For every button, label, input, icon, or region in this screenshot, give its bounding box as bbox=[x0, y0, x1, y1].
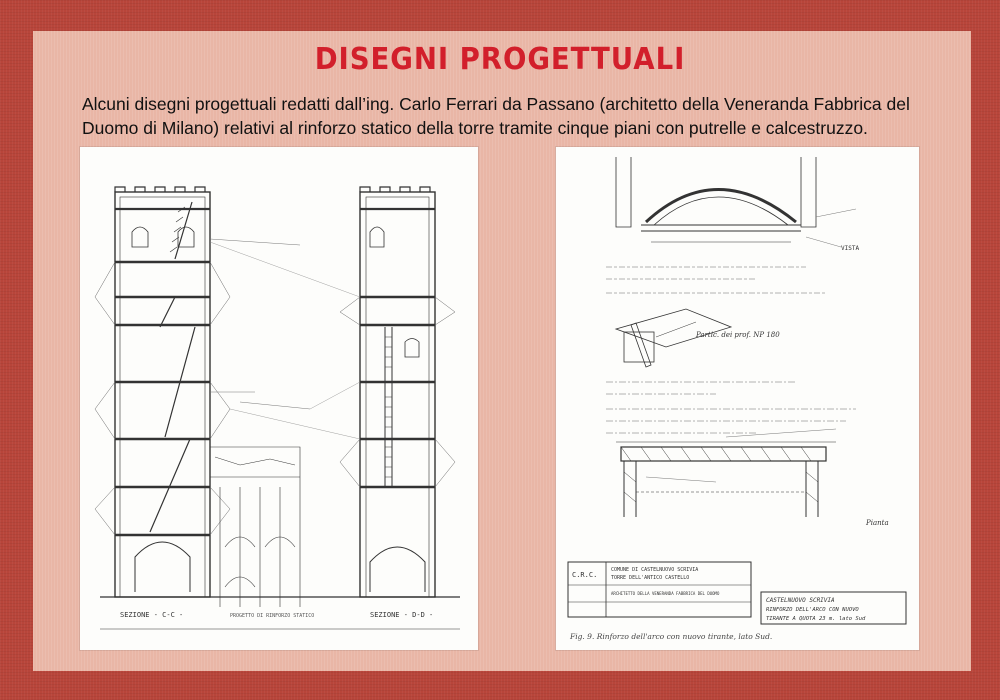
stamp-line2: RINFORZO DELL'ARCO CON NUOVO bbox=[766, 607, 859, 613]
arch-reinforcement-image bbox=[556, 147, 919, 650]
figure-caption: Fig. 9. Rinforzo dell'arco con nuovo tirante, lato Sud. bbox=[570, 632, 773, 641]
page-title: DISEGNI PROGETTUALI bbox=[314, 42, 686, 77]
stamp-line1: CASTELNUOVO SCRIVIA bbox=[766, 597, 835, 604]
tower-sections-image bbox=[80, 147, 478, 650]
stamp-line3: TIRANTE A QUOTA 23 m. lato Sud bbox=[766, 616, 866, 622]
titleblock-code: C.R.C. bbox=[572, 571, 598, 579]
page-description: Alcuni disegni progettuali redatti dall’ing. Carlo Ferrari da Passano (architetto della Veneranda Fabbrica del Duomo di Milano) relativi al rinforzo statico della torre tramite cinque piani con putrelle e calcestruzzo. bbox=[82, 94, 910, 138]
titleblock-line3: ARCHITETTO DELLA VENERANDA FABBRICA DEL DUOMO bbox=[611, 591, 720, 596]
pianta-label: Pianta bbox=[866, 519, 889, 527]
section-c-label: SEZIONE - C-C - bbox=[120, 611, 184, 619]
arch-reinforcement-drawing bbox=[556, 147, 919, 650]
section-d-label: SEZIONE - D-D - bbox=[370, 611, 434, 619]
vista-label: VISTA bbox=[841, 245, 860, 252]
titleblock-line1: COMUNE DI CASTELNUOVO SCRIVIA bbox=[611, 567, 699, 573]
project-label: PROGETTO DI RINFORZO STATICO bbox=[230, 613, 315, 619]
profiles-note: Partic. dei prof. NP 180 bbox=[696, 331, 780, 339]
titleblock-line2: TORRE DELL'ANTICO CASTELLO bbox=[611, 575, 690, 581]
tower-sections-drawing bbox=[80, 147, 478, 650]
